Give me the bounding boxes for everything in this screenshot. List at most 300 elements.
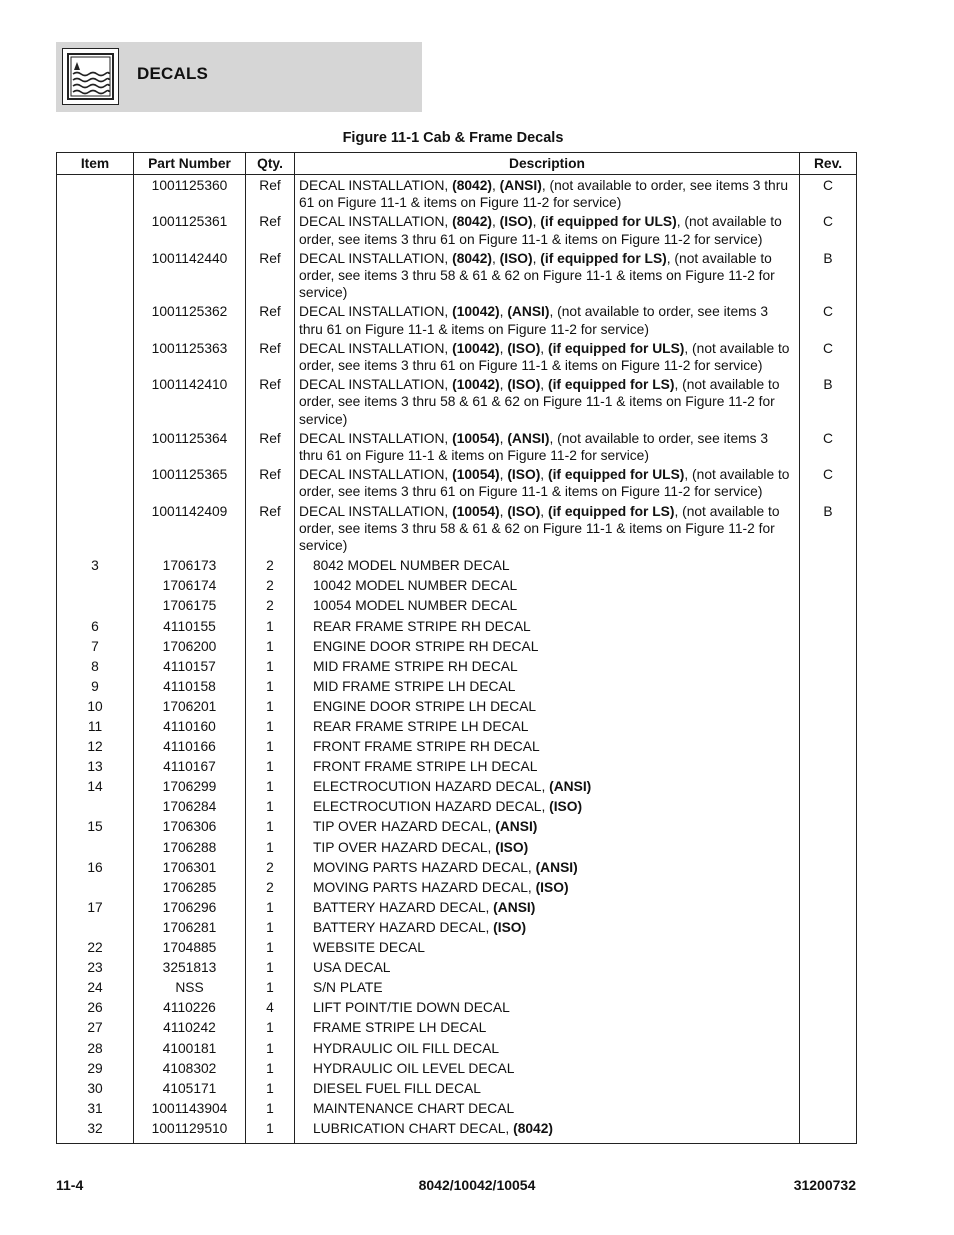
table-row xyxy=(57,175,857,214)
description-bold-text: (if equipped for LS) xyxy=(547,503,675,519)
description-cell xyxy=(295,340,800,376)
table-row xyxy=(57,213,857,249)
description-cell xyxy=(295,466,800,502)
table-row xyxy=(57,340,857,376)
description-bold-text: (ANSI) xyxy=(499,178,542,193)
qty-cell: 1 xyxy=(246,657,295,677)
rev-cell xyxy=(800,1059,857,1079)
description-cell xyxy=(295,757,800,777)
description-cell xyxy=(295,817,800,837)
description-text: , xyxy=(491,250,500,266)
description-text: ELECTROCUTION HAZARD DECAL, xyxy=(313,799,550,815)
item-cell xyxy=(57,213,134,249)
part-number-cell: 1001125363 xyxy=(134,340,246,376)
table-row xyxy=(57,376,857,430)
table-row xyxy=(57,576,857,596)
part-number-cell: 1001125361 xyxy=(134,213,246,249)
rev-cell xyxy=(800,1119,857,1144)
description-cell xyxy=(295,677,800,697)
part-number-cell: 4105171 xyxy=(134,1079,246,1099)
part-number-cell: 1001143904 xyxy=(134,1099,246,1119)
item-cell: 13 xyxy=(57,757,134,777)
table-row xyxy=(57,797,857,817)
description-text: , xyxy=(540,467,548,483)
qty-cell: 2 xyxy=(246,556,295,576)
model-numbers: 8042/10042/10054 xyxy=(418,1177,536,1193)
figure-title: Figure 11-1 Cab & Frame Decals xyxy=(342,130,564,146)
column-header-qty: Qty. xyxy=(246,153,295,175)
rev-cell: B xyxy=(800,250,857,304)
description-text: DECAL INSTALLATION, xyxy=(299,178,453,193)
qty-cell: 1 xyxy=(246,978,295,998)
item-cell: 32 xyxy=(57,1119,134,1144)
description-bold-text: (ANSI) xyxy=(493,899,536,915)
part-number-cell: 1706174 xyxy=(134,576,246,596)
qty-cell: Ref xyxy=(246,250,295,304)
item-cell: 16 xyxy=(57,858,134,878)
description-bold-text: (ANSI) xyxy=(507,304,550,320)
table-row xyxy=(57,697,857,717)
rev-cell xyxy=(800,757,857,777)
description-bold-text: (8042) xyxy=(452,178,492,193)
item-cell xyxy=(57,878,134,898)
rev-cell xyxy=(800,556,857,576)
description-cell xyxy=(295,838,800,858)
description-text: ENGINE DOOR STRIPE LH DECAL xyxy=(313,698,537,714)
rev-cell: C xyxy=(800,340,857,376)
part-number-cell: 4100181 xyxy=(134,1039,246,1059)
table-row xyxy=(57,1099,857,1119)
part-number-cell: NSS xyxy=(134,978,246,998)
table-row xyxy=(57,596,857,616)
column-header-item: Item xyxy=(57,153,134,175)
table-header-row xyxy=(57,153,857,175)
table-row xyxy=(57,978,857,998)
description-bold-text: (ANSI) xyxy=(507,430,550,446)
part-number-cell: 1706285 xyxy=(134,878,246,898)
description-bold-text: (if equipped for ULS) xyxy=(547,340,685,356)
description-text: , (not available to order, see items 3 thru 61 on Figure 11-1 & items on Figure 11-2 for service) xyxy=(299,214,782,247)
item-cell xyxy=(57,797,134,817)
table-row xyxy=(57,918,857,938)
table-row xyxy=(57,1039,857,1059)
qty-cell: 2 xyxy=(246,858,295,878)
description-cell xyxy=(295,697,800,717)
item-cell: 17 xyxy=(57,898,134,918)
table-row xyxy=(57,998,857,1018)
description-text: 10042 MODEL NUMBER DECAL xyxy=(313,578,518,594)
item-cell: 24 xyxy=(57,978,134,998)
rev-cell xyxy=(800,777,857,797)
part-number-cell: 4108302 xyxy=(134,1059,246,1079)
manual-number: 31200732 xyxy=(793,1177,856,1193)
description-cell xyxy=(295,213,800,249)
description-text: FRAME STRIPE LH DECAL xyxy=(313,1020,487,1036)
rev-cell xyxy=(800,576,857,596)
qty-cell: 1 xyxy=(246,817,295,837)
description-text: , xyxy=(499,377,508,393)
part-number-cell: 4110226 xyxy=(134,998,246,1018)
description-text: , xyxy=(499,340,508,356)
item-cell: 7 xyxy=(57,637,134,657)
part-number-cell: 4110157 xyxy=(134,657,246,677)
table-row xyxy=(57,657,857,677)
rev-cell: C xyxy=(800,466,857,502)
part-number-cell: 1706281 xyxy=(134,918,246,938)
description-text: MID FRAME STRIPE LH DECAL xyxy=(313,678,516,694)
qty-cell: 1 xyxy=(246,958,295,978)
qty-cell: 1 xyxy=(246,697,295,717)
table-row xyxy=(57,1059,857,1079)
description-text: , (not available to order, see items 3 thru 61 on Figure 11-1 & items on Figure 11-2 for service) xyxy=(299,430,769,464)
rev-cell xyxy=(800,697,857,717)
description-text: FRONT FRAME STRIPE RH DECAL xyxy=(313,739,540,755)
qty-cell: 2 xyxy=(246,878,295,898)
table-row xyxy=(57,958,857,978)
description-text: BATTERY HAZARD DECAL, xyxy=(313,919,494,935)
item-cell: 30 xyxy=(57,1079,134,1099)
qty-cell: Ref xyxy=(246,175,295,214)
description-bold-text: (10042) xyxy=(452,340,500,356)
qty-cell: Ref xyxy=(246,376,295,430)
description-cell xyxy=(295,503,800,557)
description-text: WEBSITE DECAL xyxy=(313,940,425,956)
table-body xyxy=(57,175,857,1144)
description-bold-text: (ISO) xyxy=(549,799,583,815)
qty-cell: 1 xyxy=(246,1018,295,1038)
description-cell xyxy=(295,1079,800,1099)
qty-cell: 1 xyxy=(246,1039,295,1059)
description-text: LUBRICATION CHART DECAL, xyxy=(313,1120,514,1136)
qty-cell: 1 xyxy=(246,677,295,697)
qty-cell: 1 xyxy=(246,838,295,858)
rev-cell xyxy=(800,677,857,697)
rev-cell xyxy=(800,1099,857,1119)
description-bold-text: (ISO) xyxy=(493,919,527,935)
part-number-cell: 1001129510 xyxy=(134,1119,246,1144)
description-cell xyxy=(295,1059,800,1079)
item-cell: 29 xyxy=(57,1059,134,1079)
description-cell xyxy=(295,858,800,878)
rev-cell: C xyxy=(800,213,857,249)
qty-cell: Ref xyxy=(246,503,295,557)
qty-cell: 1 xyxy=(246,797,295,817)
column-header-rev: Rev. xyxy=(800,153,857,175)
description-text: , (not available to order, see items 3 thru 61 on Figure 11-1 & items on Figure 11-2 for service) xyxy=(299,178,788,211)
rev-cell xyxy=(800,717,857,737)
description-bold-text: (10042) xyxy=(452,377,500,393)
item-cell: 23 xyxy=(57,958,134,978)
description-text: DECAL INSTALLATION, xyxy=(299,250,453,266)
table-row xyxy=(57,858,857,878)
description-bold-text: (ISO) xyxy=(495,839,529,855)
part-number-cell: 1706301 xyxy=(134,858,246,878)
table-row xyxy=(57,838,857,858)
rev-cell xyxy=(800,958,857,978)
rev-cell: C xyxy=(800,303,857,339)
description-text: FRONT FRAME STRIPE LH DECAL xyxy=(313,759,538,775)
table-row xyxy=(57,1018,857,1038)
description-text: , xyxy=(532,214,541,230)
table-row xyxy=(57,430,857,466)
column-header-description: Description xyxy=(295,153,800,175)
description-text: ENGINE DOOR STRIPE RH DECAL xyxy=(313,638,539,654)
rev-cell xyxy=(800,797,857,817)
table-row xyxy=(57,466,857,502)
section-title: DECALS xyxy=(137,64,209,83)
qty-cell: 1 xyxy=(246,717,295,737)
part-number-cell: 1706288 xyxy=(134,838,246,858)
rev-cell xyxy=(800,1039,857,1059)
item-cell: 27 xyxy=(57,1018,134,1038)
item-cell xyxy=(57,340,134,376)
description-text: TIP OVER HAZARD DECAL, xyxy=(313,819,496,835)
item-cell: 31 xyxy=(57,1099,134,1119)
description-bold-text: (8042) xyxy=(513,1120,553,1136)
rev-cell xyxy=(800,858,857,878)
item-cell xyxy=(57,430,134,466)
part-number-cell: 1001142440 xyxy=(134,250,246,304)
table-row xyxy=(57,938,857,958)
item-cell xyxy=(57,175,134,214)
description-cell xyxy=(295,617,800,637)
item-cell: 12 xyxy=(57,737,134,757)
qty-cell: Ref xyxy=(246,303,295,339)
description-bold-text: (8042) xyxy=(452,214,492,230)
description-cell xyxy=(295,938,800,958)
description-bold-text: (10054) xyxy=(452,503,500,519)
description-text: , xyxy=(540,340,548,356)
item-cell: 3 xyxy=(57,556,134,576)
rev-cell: B xyxy=(800,376,857,430)
item-cell: 11 xyxy=(57,717,134,737)
table-row xyxy=(57,757,857,777)
description-text: 10054 MODEL NUMBER DECAL xyxy=(313,598,518,614)
item-cell: 9 xyxy=(57,677,134,697)
qty-cell: 1 xyxy=(246,637,295,657)
part-number-cell: 1706296 xyxy=(134,898,246,918)
part-number-cell: 4110160 xyxy=(134,717,246,737)
description-cell xyxy=(295,576,800,596)
description-text: , (not available to order, see items 3 thru 61 on Figure 11-1 & items on Figure 11-2 for service) xyxy=(299,467,790,500)
rev-cell xyxy=(800,1079,857,1099)
rev-cell xyxy=(800,657,857,677)
description-text: , xyxy=(499,430,508,446)
part-number-cell: 1706299 xyxy=(134,777,246,797)
description-text: , xyxy=(499,304,508,320)
item-cell xyxy=(57,596,134,616)
description-text: , xyxy=(491,214,500,230)
rev-cell xyxy=(800,637,857,657)
part-number-cell: 4110166 xyxy=(134,737,246,757)
part-number-cell: 1001142409 xyxy=(134,503,246,557)
qty-cell: 1 xyxy=(246,777,295,797)
description-text: BATTERY HAZARD DECAL, xyxy=(313,899,494,915)
description-cell xyxy=(295,958,800,978)
description-cell xyxy=(295,717,800,737)
qty-cell: Ref xyxy=(246,466,295,502)
description-bold-text: (10054) xyxy=(452,430,500,446)
description-text: REAR FRAME STRIPE RH DECAL xyxy=(313,618,531,634)
description-bold-text: (if equipped for ULS) xyxy=(540,214,677,230)
part-number-cell: 1706284 xyxy=(134,797,246,817)
description-text: DIESEL FUEL FILL DECAL xyxy=(313,1080,481,1096)
description-cell xyxy=(295,797,800,817)
description-cell xyxy=(295,596,800,616)
description-bold-text: (ISO) xyxy=(535,879,569,895)
description-text: S/N PLATE xyxy=(313,980,383,996)
description-bold-text: (ISO) xyxy=(507,503,541,519)
part-number-cell: 1001125365 xyxy=(134,466,246,502)
part-number-cell: 4110167 xyxy=(134,757,246,777)
rev-cell: C xyxy=(800,430,857,466)
description-cell xyxy=(295,637,800,657)
parts-table xyxy=(56,152,857,1144)
item-cell: 8 xyxy=(57,657,134,677)
part-number-cell: 4110158 xyxy=(134,677,246,697)
table-row xyxy=(57,250,857,304)
description-bold-text: (ISO) xyxy=(507,340,541,356)
description-text: TIP OVER HAZARD DECAL, xyxy=(313,839,496,855)
table-row xyxy=(57,503,857,557)
qty-cell: 1 xyxy=(246,1099,295,1119)
rev-cell xyxy=(800,1018,857,1038)
description-text: , (not available to order, see items 3 thru 58 & 61 & 62 on Figure 11-1 & items on Figure 11-2 for service) xyxy=(299,503,780,554)
description-text: MID FRAME STRIPE RH DECAL xyxy=(313,658,518,674)
description-bold-text: (ANSI) xyxy=(549,779,592,795)
description-cell xyxy=(295,1018,800,1038)
part-number-cell: 1706175 xyxy=(134,596,246,616)
part-number-cell: 1706173 xyxy=(134,556,246,576)
item-cell xyxy=(57,250,134,304)
description-cell xyxy=(295,777,800,797)
description-text: , xyxy=(532,250,541,266)
rev-cell xyxy=(800,938,857,958)
part-number-cell: 1706306 xyxy=(134,817,246,837)
description-text: 8042 MODEL NUMBER DECAL xyxy=(313,558,510,574)
table-row xyxy=(57,777,857,797)
qty-cell: Ref xyxy=(246,430,295,466)
water-level-icon xyxy=(67,53,114,100)
description-cell xyxy=(295,430,800,466)
item-cell: 14 xyxy=(57,777,134,797)
column-header-part-number: Part Number xyxy=(134,153,246,175)
rev-cell xyxy=(800,617,857,637)
description-cell xyxy=(295,657,800,677)
rev-cell xyxy=(800,978,857,998)
qty-cell: 1 xyxy=(246,898,295,918)
part-number-cell: 1704885 xyxy=(134,938,246,958)
table-row xyxy=(57,617,857,637)
description-text: , (not available to order, see items 3 thru 58 & 61 & 62 on Figure 11-1 & items on Figure 11-2 for service) xyxy=(299,377,780,427)
part-number-cell: 1001125360 xyxy=(134,175,246,214)
item-cell xyxy=(57,918,134,938)
description-text: , (not available to order, see items 3 thru 61 on Figure 11-1 & items on Figure 11-2 for service) xyxy=(299,340,790,374)
item-cell: 26 xyxy=(57,998,134,1018)
table-row xyxy=(57,898,857,918)
table-row xyxy=(57,717,857,737)
description-cell xyxy=(295,998,800,1018)
part-number-cell: 4110242 xyxy=(134,1018,246,1038)
part-number-cell: 1001142410 xyxy=(134,376,246,430)
table-row xyxy=(57,1079,857,1099)
table-row xyxy=(57,556,857,576)
table-row xyxy=(57,1119,857,1144)
description-text: MOVING PARTS HAZARD DECAL, xyxy=(313,859,536,875)
qty-cell: 1 xyxy=(246,938,295,958)
description-cell xyxy=(295,376,800,430)
part-number-cell: 3251813 xyxy=(134,958,246,978)
description-text: , (not available to order, see items 3 thru 58 & 61 & 62 on Figure 11-1 & items on Figure 11-2 for service) xyxy=(299,250,775,301)
qty-cell: 1 xyxy=(246,1079,295,1099)
description-text: MOVING PARTS HAZARD DECAL, xyxy=(313,879,536,895)
description-text: DECAL INSTALLATION, xyxy=(299,304,453,320)
rev-cell xyxy=(800,838,857,858)
qty-cell: 1 xyxy=(246,617,295,637)
description-cell xyxy=(295,556,800,576)
item-cell: 10 xyxy=(57,697,134,717)
qty-cell: 1 xyxy=(246,757,295,777)
qty-cell: 1 xyxy=(246,918,295,938)
description-bold-text: (ISO) xyxy=(507,377,541,393)
part-number-cell: 1001125362 xyxy=(134,303,246,339)
description-cell xyxy=(295,1039,800,1059)
item-cell: 15 xyxy=(57,817,134,837)
description-cell xyxy=(295,175,800,214)
item-cell xyxy=(57,503,134,557)
rev-cell xyxy=(800,817,857,837)
description-text: DECAL INSTALLATION, xyxy=(299,430,453,446)
table-row xyxy=(57,737,857,757)
rev-cell xyxy=(800,918,857,938)
description-text: HYDRAULIC OIL LEVEL DECAL xyxy=(313,1060,515,1076)
qty-cell: Ref xyxy=(246,340,295,376)
table-row xyxy=(57,303,857,339)
description-text: USA DECAL xyxy=(313,960,391,976)
description-bold-text: (ANSI) xyxy=(495,819,538,835)
table-row xyxy=(57,878,857,898)
qty-cell: 1 xyxy=(246,1119,295,1144)
description-text: ELECTROCUTION HAZARD DECAL, xyxy=(313,779,550,795)
description-text: , xyxy=(499,503,508,519)
table-row xyxy=(57,817,857,837)
section-icon-frame xyxy=(62,48,119,105)
part-number-cell: 1706201 xyxy=(134,697,246,717)
item-cell xyxy=(57,466,134,502)
description-cell xyxy=(295,1119,800,1144)
description-bold-text: (if equipped for LS) xyxy=(540,250,667,266)
description-text: , xyxy=(540,377,548,393)
rev-cell xyxy=(800,878,857,898)
table-row xyxy=(57,677,857,697)
description-text: REAR FRAME STRIPE LH DECAL xyxy=(313,719,529,735)
item-cell xyxy=(57,838,134,858)
description-bold-text: (10054) xyxy=(452,467,500,483)
qty-cell: 4 xyxy=(246,998,295,1018)
description-cell xyxy=(295,898,800,918)
description-text: DECAL INSTALLATION, xyxy=(299,377,453,393)
description-cell xyxy=(295,918,800,938)
description-bold-text: (8042) xyxy=(452,250,492,266)
part-number-cell: 1706200 xyxy=(134,637,246,657)
item-cell xyxy=(57,303,134,339)
description-text: DECAL INSTALLATION, xyxy=(299,467,453,483)
description-bold-text: (if equipped for ULS) xyxy=(547,467,685,483)
description-bold-text: (ISO) xyxy=(499,214,533,230)
description-bold-text: (if equipped for LS) xyxy=(547,377,675,393)
description-bold-text: (10042) xyxy=(452,304,500,320)
description-text: , (not available to order, see items 3 thru 61 on Figure 11-1 & items on Figure 11-2 for service) xyxy=(299,304,769,337)
